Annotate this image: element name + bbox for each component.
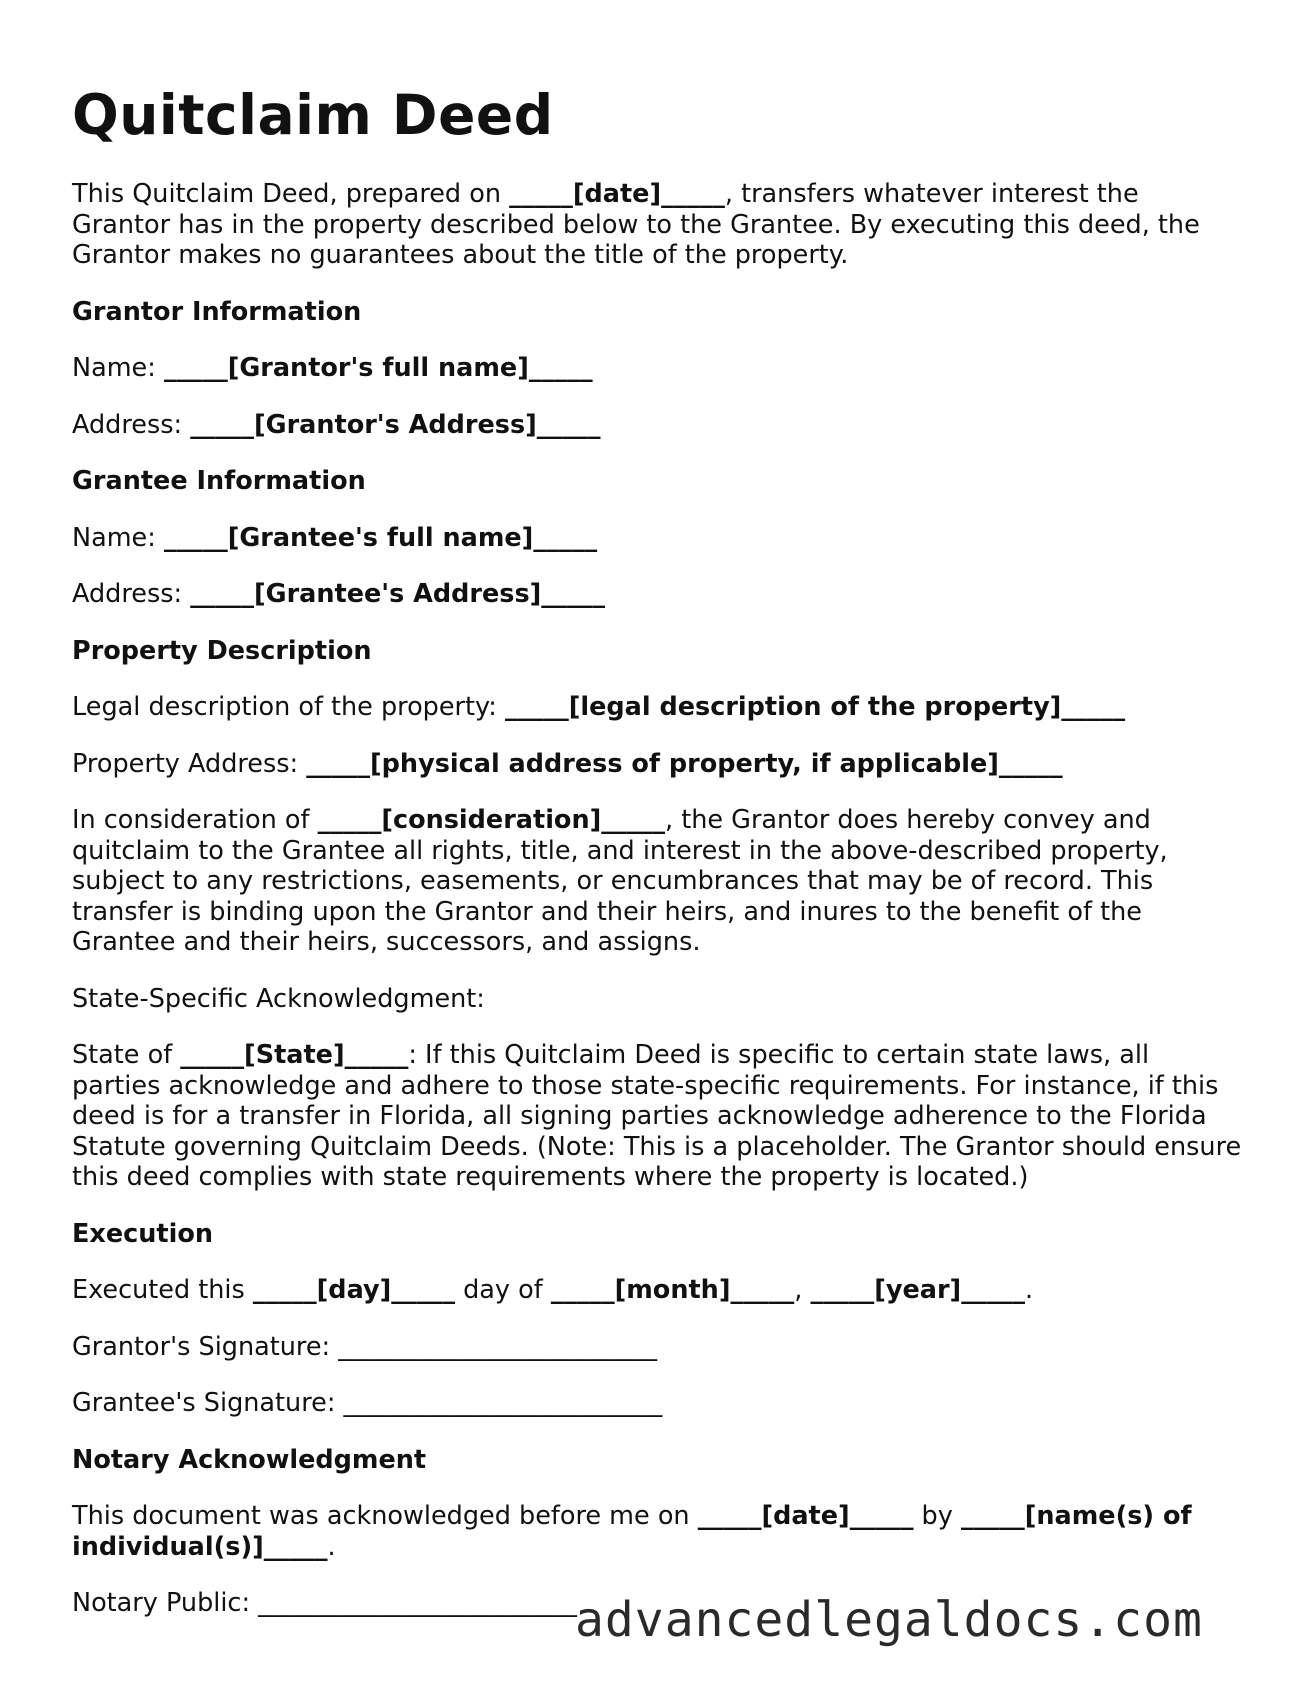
notary-date-field: _____[date]_____ xyxy=(697,1501,914,1531)
grantee-address-field: _____[Grantee's Address]_____ xyxy=(190,579,606,609)
grantor-name-label: Name: xyxy=(72,353,164,383)
property-legal-line xyxy=(72,692,1242,723)
state-paragraph xyxy=(72,1040,1242,1193)
intro-date-field: _____[date]_____ xyxy=(509,179,725,209)
consideration-paragraph xyxy=(72,805,1242,958)
execution-text-2: day of xyxy=(455,1275,551,1305)
intro-text-2: , transfers whatever interest the Grantor has in the property described below to the Grantee. By executing this deed, the Grantor makes no guarantees about the title of the property. xyxy=(72,179,1200,270)
state-text-1: State of xyxy=(72,1040,181,1070)
grantee-name-label: Name: xyxy=(72,522,164,553)
execution-text-4: . xyxy=(1024,1275,1034,1305)
property-legal-field: _____[legal description of the property]_____ xyxy=(504,692,1126,722)
state-field: _____[State]_____ xyxy=(180,1040,409,1070)
grantor-name-line xyxy=(72,353,1242,384)
execution-date-line xyxy=(72,1275,1242,1306)
intro-text-1: This Quitclaim Deed, prepared on xyxy=(72,179,510,209)
grantor-address-field: _____[Grantor's Address]_____ xyxy=(190,409,601,440)
notary-public-line: Notary Public: _________________________ xyxy=(72,1588,577,1618)
execution-text-3: , xyxy=(794,1275,811,1305)
property-heading: Property Description xyxy=(72,635,372,666)
intro-paragraph xyxy=(72,179,1242,271)
notary-text-1: This document was acknowledged before me on xyxy=(72,1501,698,1531)
consideration-text-2: , the Grantor does hereby convey and quitclaim to the Grantee all rights, title, and interest in the above-described property, subject to any restrictions, easements, or encumbrances that may be of record. This transfer is binding upon the Grantor and their heirs, and inures to the benefit of the Grantee and their heirs, successors, and assigns. xyxy=(72,805,1168,957)
property-address-label: Property Address: xyxy=(72,748,307,779)
notary-paragraph xyxy=(72,1501,1242,1562)
grantee-signature-line: Grantee's Signature: _________________________ xyxy=(72,1388,663,1418)
watermark-text: advancedlegaldocs.com xyxy=(575,1592,1203,1648)
notary-text-2: by xyxy=(913,1501,961,1531)
grantee-heading: Grantee Information xyxy=(72,466,366,496)
grantor-address-line xyxy=(72,410,1242,441)
execution-day-field: _____[day]_____ xyxy=(252,1275,456,1305)
execution-year-field: _____[year]_____ xyxy=(810,1275,1025,1305)
property-legal-label: Legal description of the property: xyxy=(72,692,505,722)
consideration-text-1: In consideration of xyxy=(72,805,318,835)
execution-month-field: _____[month]_____ xyxy=(550,1275,795,1305)
property-address-field: _____[physical address of property, if applicable]_____ xyxy=(306,748,1063,779)
grantee-name-line xyxy=(72,523,1242,554)
consideration-field: _____[consideration]_____ xyxy=(317,805,666,835)
execution-text-1: Executed this xyxy=(72,1275,253,1305)
property-address-line xyxy=(72,749,1242,780)
grantee-name-field: _____[Grantee's full name]_____ xyxy=(163,522,598,553)
document-page xyxy=(72,83,1242,1648)
notary-text-3: . xyxy=(327,1531,336,1562)
grantee-address-line xyxy=(72,579,1242,610)
grantor-heading: Grantor Information xyxy=(72,296,362,327)
grantor-name-field: _____[Grantor's full name]_____ xyxy=(163,353,593,383)
state-heading: State-Specific Acknowledgment: xyxy=(72,983,485,1014)
notary-heading: Notary Acknowledgment xyxy=(72,1444,427,1475)
document-title: Quitclaim Deed xyxy=(72,83,554,147)
grantor-address-label: Address: xyxy=(72,409,191,440)
execution-heading: Execution xyxy=(72,1218,214,1249)
grantee-address-label: Address: xyxy=(72,579,191,609)
grantor-signature-line: Grantor's Signature: _________________________ xyxy=(72,1331,657,1362)
state-text-2: : If this Quitclaim Deed is specific to certain state laws, all parties acknowledge and adhere to those state-specific requirements. For instance, if this deed is for a transfer in Florida, all signing parties acknowledge adherence to the Florida Statute governing Quitclaim Deeds. (Note: This is a placeholder. The Grantor should ensure this deed complies with state requirements where the property is located.) xyxy=(72,1040,1242,1192)
notary-names-field: _____[name(s) of individual(s)]_____ xyxy=(72,1501,1192,1562)
